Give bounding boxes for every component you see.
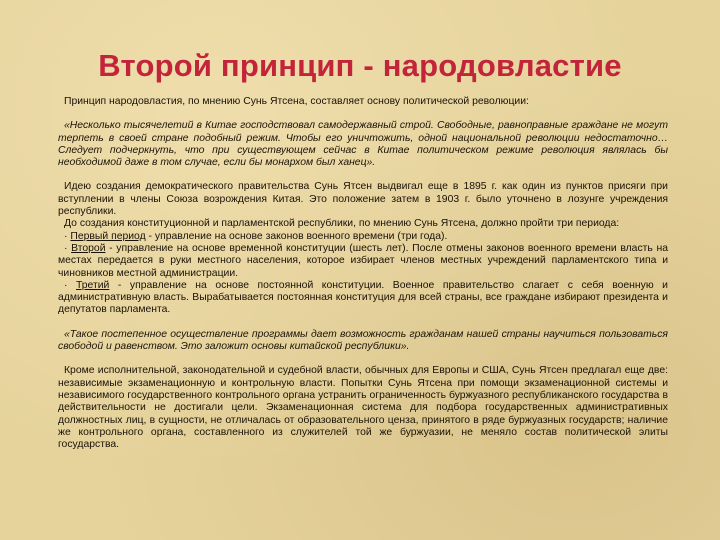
quote-paragraph-2 xyxy=(58,329,668,354)
bullet-glyph: · xyxy=(64,230,71,242)
period-item-3 xyxy=(58,280,668,317)
period-name: Третий xyxy=(76,279,110,291)
intro-paragraph: Принцип народовластия, по мнению Сунь Ятсена, составляет основу политической революции: xyxy=(64,96,529,107)
slide-body xyxy=(58,96,668,451)
history-paragraph: Идею создания демократического правительства Сунь Ятсен выдвигал еще в 1895 г. как один из пунктов присяги при вступлении в члены Союза возрождения Китая. Это положение затем в 1903 г. было уточнено в лозунге учреждения республики. xyxy=(58,181,668,218)
period-description: - управление на основе временной конституции (шесть лет). После отмены законов военного времени власть на местах передается в руки местного населения, которое избирает членов местных учреждений парламентского типа и чиновников местной администрации. xyxy=(58,242,668,279)
period-item-1 xyxy=(58,231,668,243)
period-item-2 xyxy=(58,243,668,280)
powers-paragraph: Кроме исполнительной, законодательной и судебной власти, обычных для Европы и США, Сунь Ятсен предлагал еще две: независимые экзаменационную и контрольную власти. Попытки Сунь Ятсена при помощи экзаменационной системы и независимого государственного контрольного органа устранить ограниченность буржуазного республиканского государства в действительности не достигали цели. Экзаменационная система для подбора государственных административных должностных лиц, в сущности, не отличалась от образовательного ценза, принятого в ряде буржуазных государств; наличие же контрольного органа, составленного из служителей той же буржуазии, не меняло состав политической элиты государства. xyxy=(58,365,668,451)
period-description: - управление на основе постоянной конституции. Военное правительство слагает с себя военную и административную власть. Вырабатывается постоянная конституция для всей страны, все граждане избирают президента и депутатов парламента. xyxy=(58,279,668,316)
period-name: Второй xyxy=(71,242,106,254)
bullet-glyph: · xyxy=(64,242,72,254)
bullet-glyph: · xyxy=(64,279,77,291)
periods-intro-paragraph: До создания конституционной и парламентской республики, по мнению Сунь Ятсена, должно пройти три периода: xyxy=(64,218,620,230)
period-name: Первый период xyxy=(70,230,146,242)
quote-paragraph xyxy=(58,120,668,169)
quote-text: «Такое постепенное осуществление программы дает возможность гражданам нашей страны научиться пользоваться свободой и равенством. Это заложит основы китайской республики». xyxy=(58,328,668,353)
slide-title: Второй принцип - народовластие xyxy=(98,48,622,83)
period-description: - управление на основе законов военного времени (три года). xyxy=(145,230,448,242)
quote-text: «Несколько тысячелетий в Китае господствовал самодержавный строй. Свободные, равноправные граждане не могут терпеть в своей стране подобный режим. Чтобы его уничтожить, одной национальной революции недостаточно…Следует подчеркнуть, что при существующем сейчас в Китае политическом режиме революция являлась бы необходимой даже в том случае, если бы монархом был ханец». xyxy=(58,120,668,169)
